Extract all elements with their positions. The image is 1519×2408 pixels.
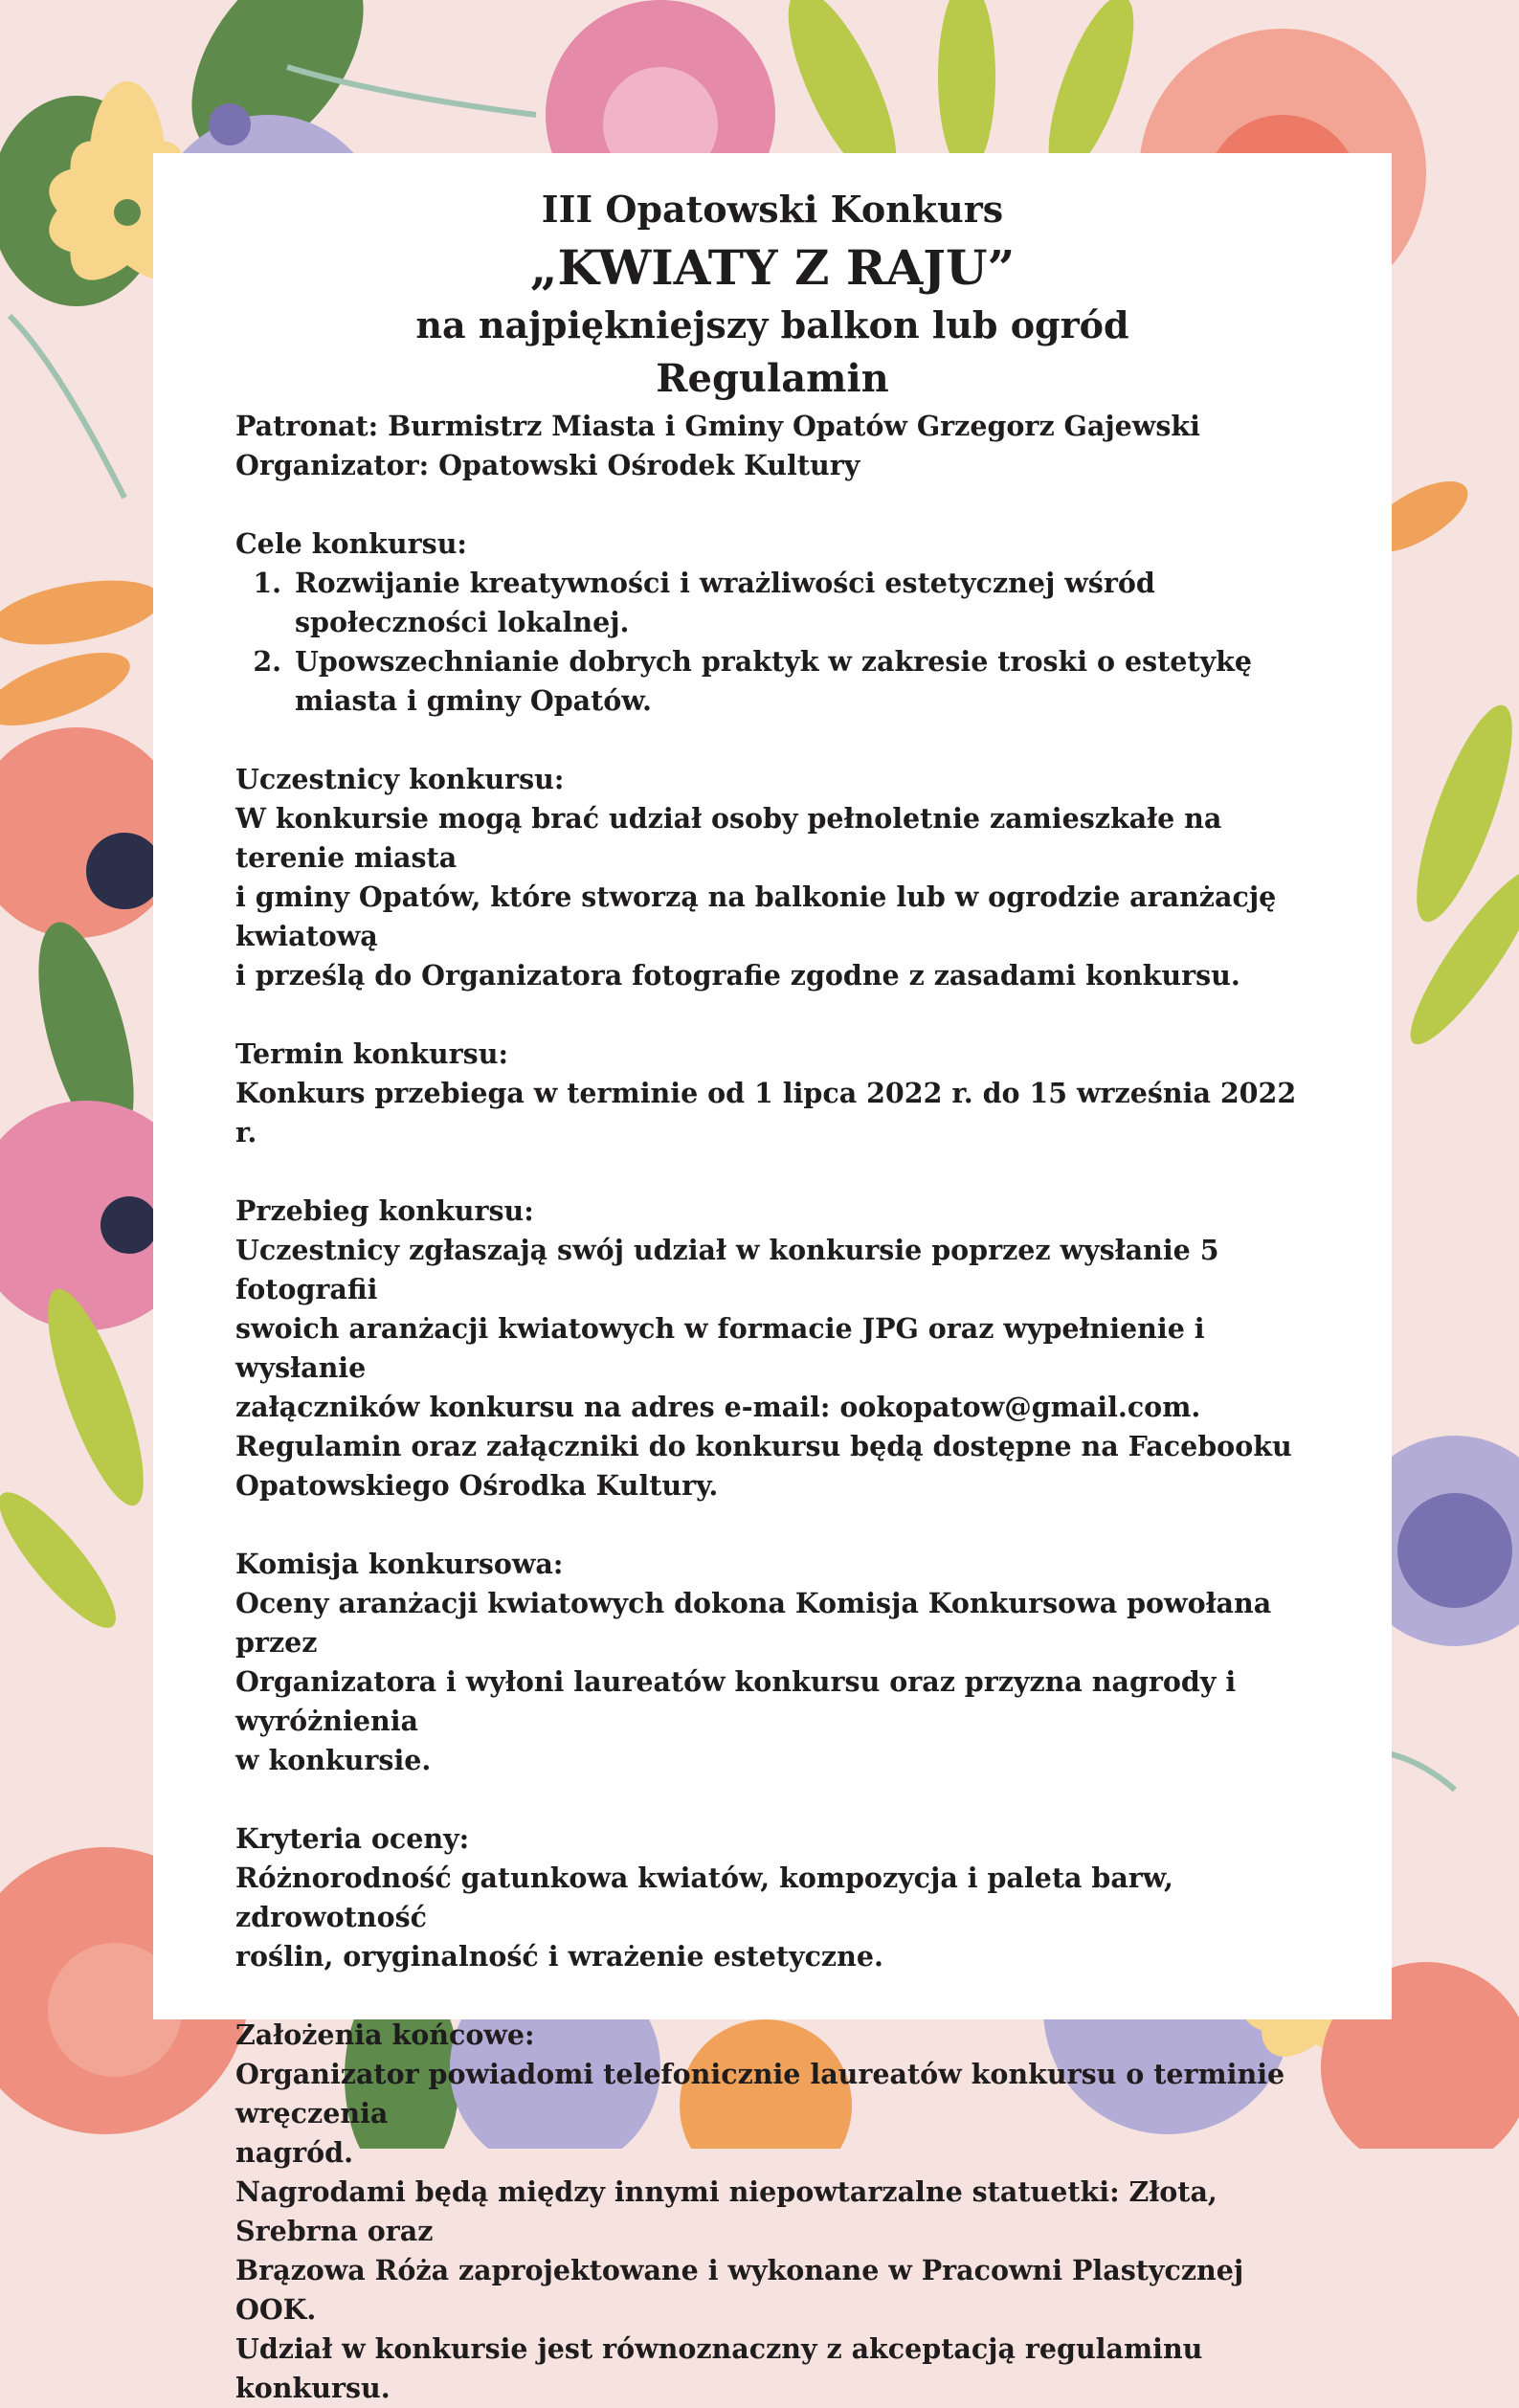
goals-list (235, 564, 1317, 721)
rules-content (235, 407, 1317, 2408)
criteria-text-line: roślin, oryginalność i wrażenie estetyczne. (235, 1940, 883, 1973)
section-title-dates: Termin konkursu: (235, 1037, 508, 1070)
section-title-criteria: Kryteria oceny: (235, 1822, 470, 1855)
final-provisions-text-line: Organizator powiadomi telefonicznie laureatów konkursu o terminie wręczenia (235, 2058, 1285, 2129)
procedure-text-line: Opatowskiego Ośrodka Kultury. (235, 1469, 719, 1502)
procedure-text-line: swoich aranżacji kwiatowych w formacie JPG oraz wypełnienie i wysłanie (235, 1312, 1205, 1384)
contest-subtitle: na najpiękniejszy balkon lub ogród (415, 303, 1129, 346)
section-title-procedure: Przebieg konkursu: (235, 1194, 534, 1227)
committee-text-line: Oceny aranżacji kwiatowych dokona Komisja Konkursowa powołana przez (235, 1587, 1272, 1659)
final-provisions-text-line: Udział w konkursie jest równoznaczny z akceptacją regulaminu konkursu. (235, 2332, 1203, 2404)
procedure-text-line: Uczestnicy zgłaszają swój udział w konkursie poprzez wysłanie 5 fotografii (235, 1234, 1219, 1305)
committee-text-line: w konkursie. (235, 1744, 432, 1776)
section-title-goals: Cele konkursu: (235, 527, 467, 560)
goal-item: 2. Upowszechnianie dobrych praktyk w zakresie troski o estetykę miasta i gminy Opatów. (291, 642, 1317, 721)
committee-text-line: Organizatora i wyłoni laureatów konkursu oraz przyzna nagrody i wyróżnienia (235, 1665, 1237, 1737)
section-title-final-provisions: Założenia końcowe: (235, 2018, 535, 2051)
procedure-text-line: Regulamin oraz załączniki do konkursu będą dostępne na Facebooku (235, 1430, 1292, 1462)
contest-name: „KWIATY Z RAJU” (529, 239, 1016, 296)
section-title-participants: Uczestnicy konkursu: (235, 763, 565, 795)
section-title-committee: Komisja konkursowa: (235, 1548, 564, 1580)
dates-text-line: Konkurs przebiega w terminie od 1 lipca 2022 r. do 15 września 2022 r. (235, 1077, 1297, 1148)
goal-item: 1. Rozwijanie kreatywności i wrażliwości estetycznej wśród społeczności lokalnej. (291, 564, 1317, 642)
patronage-line: Patronat: Burmistrz Miasta i Gminy Opatów Grzegorz Gajewski (235, 410, 1200, 442)
final-provisions-text-line: nagród. (235, 2136, 353, 2169)
participants-text-line: W konkursie mogą brać udział osoby pełnoletnie zamieszkałe na terenie miasta (235, 802, 1222, 874)
document-header (153, 182, 1392, 406)
document-type-title: Regulamin (656, 356, 889, 401)
participants-text-line: i prześlą do Organizatora fotografie zgodne z zasadami konkursu. (235, 959, 1240, 992)
final-provisions-text-line: Nagrodami będą między innymi niepowtarzalne statuetki: Złota, Srebrna oraz (235, 2175, 1217, 2247)
final-provisions-text-line: Brązowa Róża zaprojektowane i wykonane w Pracowni Plastycznej OOK. (235, 2254, 1244, 2326)
organizer-line: Organizator: Opatowski Ośrodek Kultury (235, 449, 860, 481)
rules-sheet (153, 153, 1392, 2404)
participants-text-line: i gminy Opatów, które stworzą na balkonie lub w ogrodzie aranżację kwiatową (235, 881, 1277, 952)
criteria-text-line: Różnorodność gatunkowa kwiatów, kompozycja i paleta barw, zdrowotność (235, 1862, 1173, 1933)
contest-edition-title: III Opatowski Konkurs (541, 188, 1004, 231)
procedure-text-line: załączników konkursu na adres e-mail: ookopatow@gmail.com. (235, 1391, 1201, 1423)
